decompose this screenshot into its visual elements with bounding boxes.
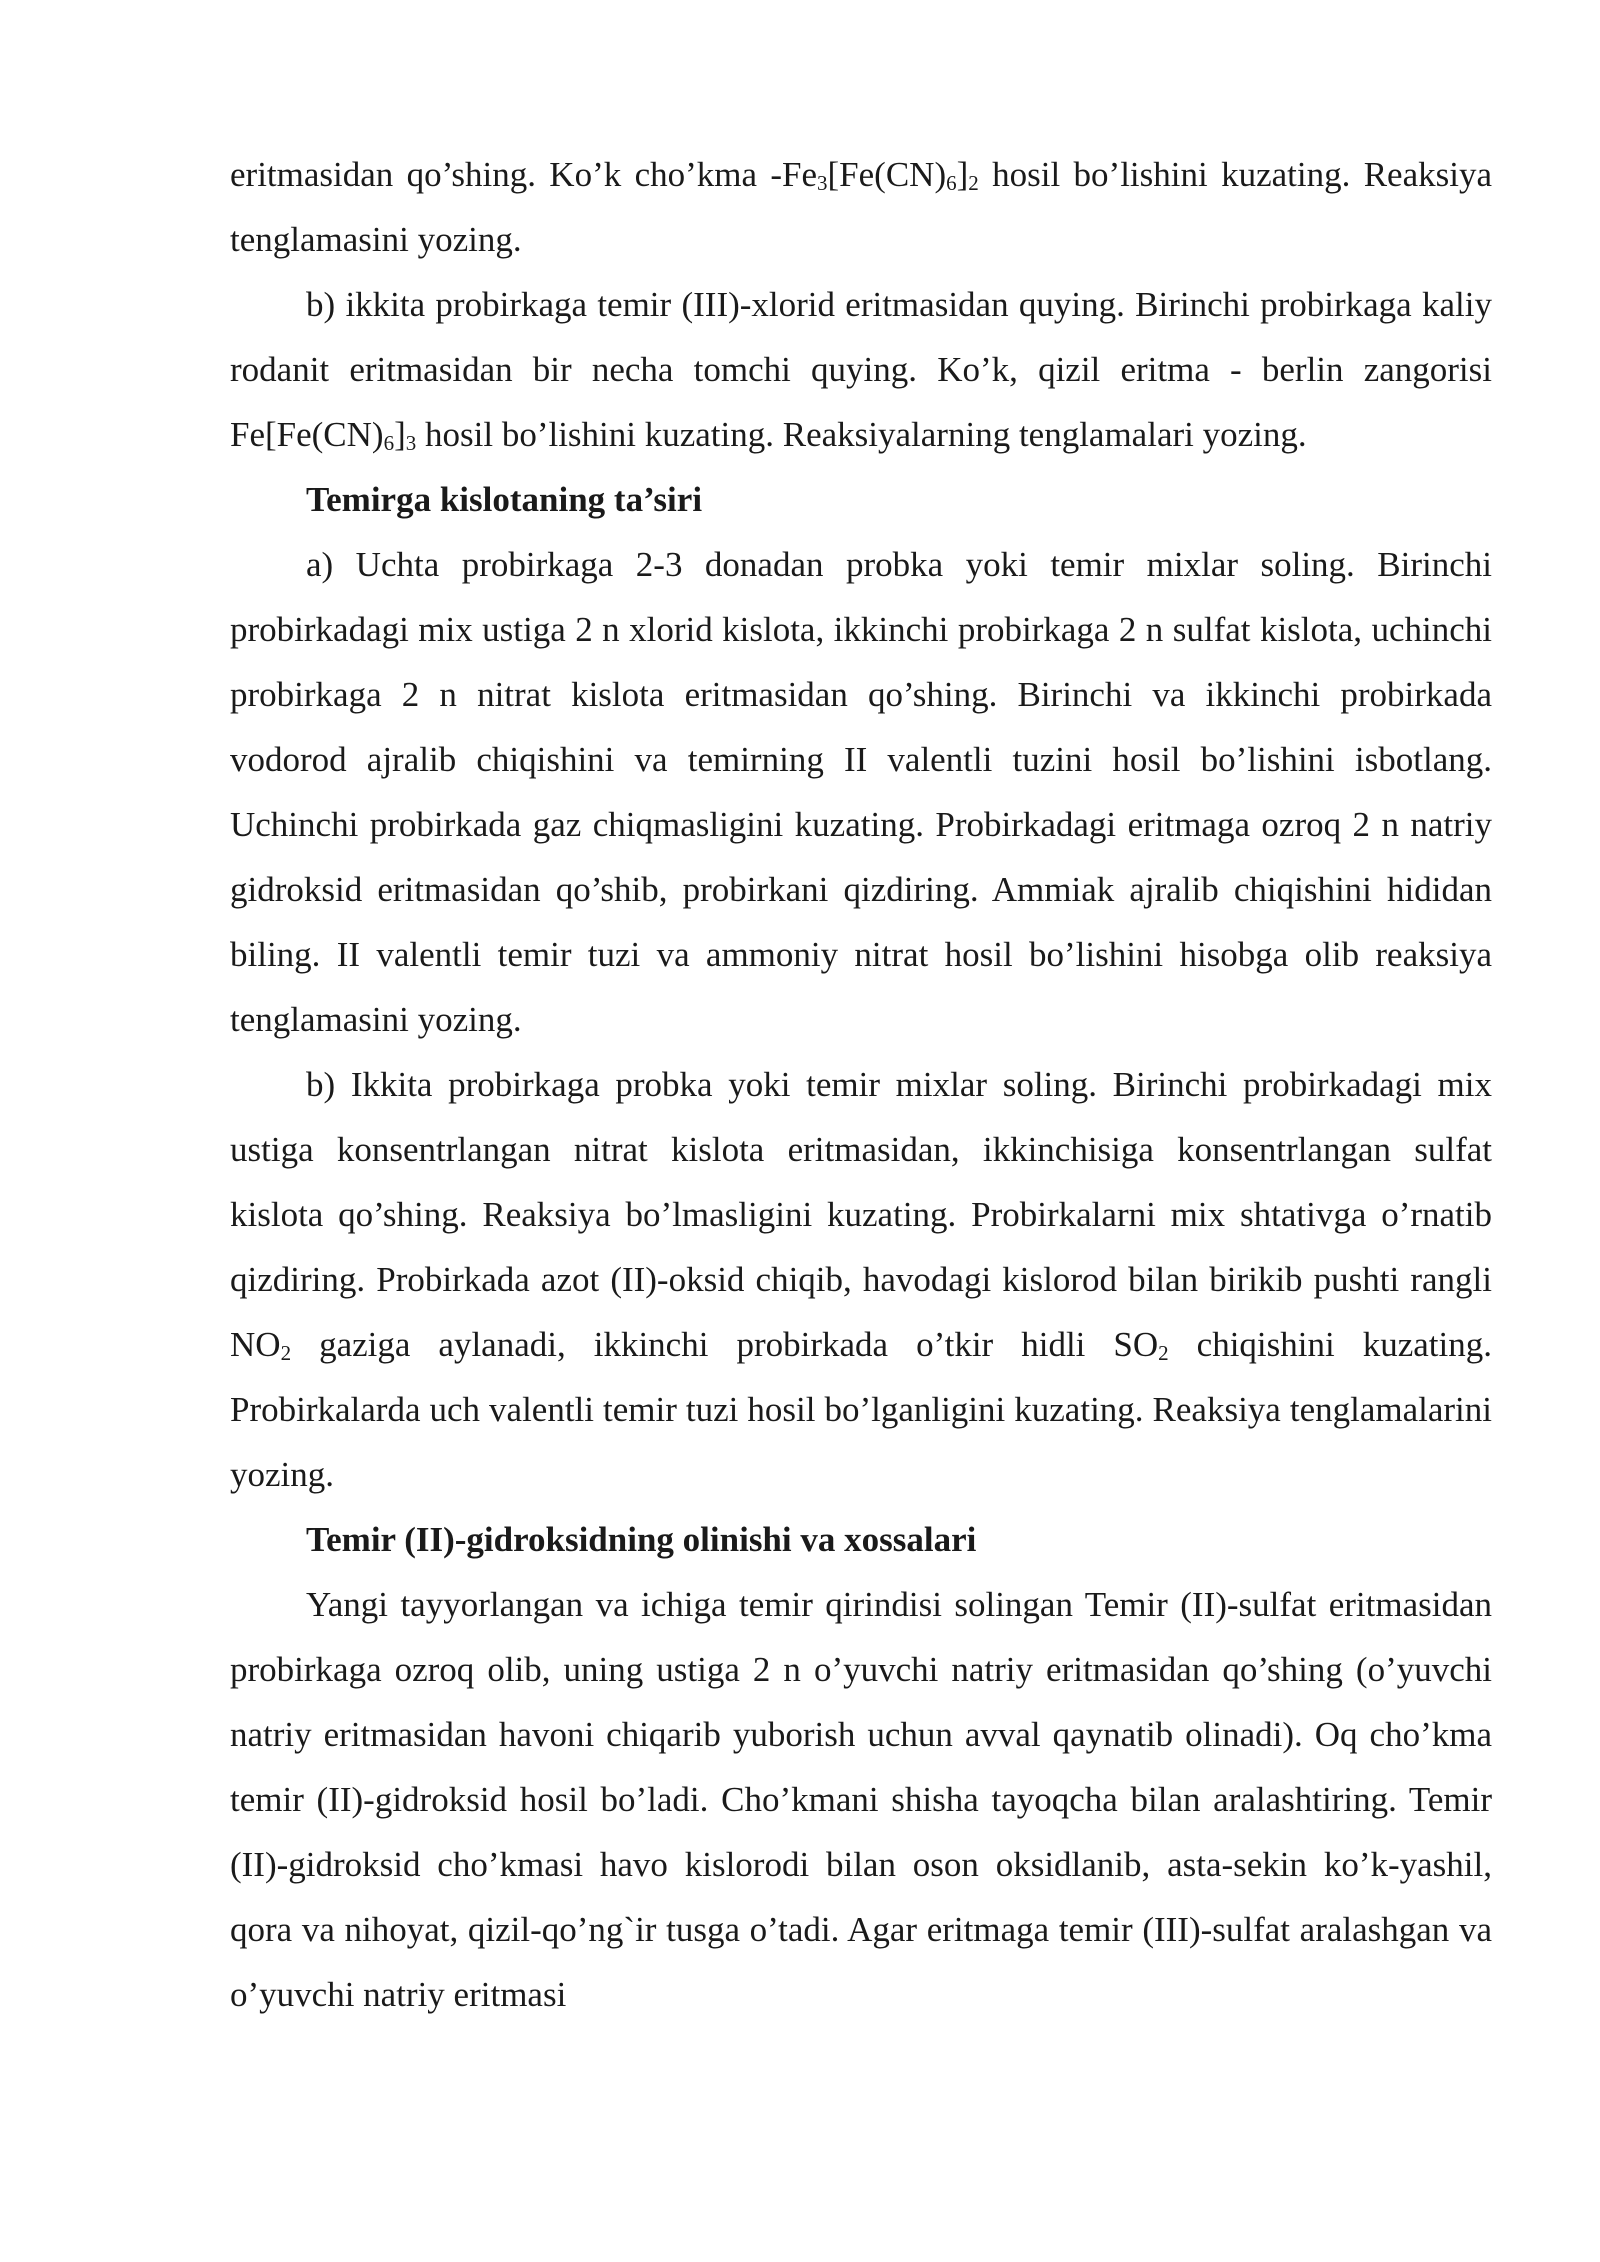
subscript: 2 — [968, 170, 979, 195]
paragraph-1 — [230, 142, 1492, 272]
subscript: 2 — [1158, 1340, 1169, 1365]
subscript: 6 — [946, 170, 957, 195]
text: b) ikkita probirkaga temir (III)-xlorid eritmasidan quying. Birinchi probirkaga kaliy rodanit eritmasidan bir necha tomchi quying. Ko’k, qizil eritma - berlin zangorisi Fe[Fe(CN) — [230, 285, 1492, 454]
paragraph-5: Yangi tayyorlangan va ichiga temir qirindisi solingan Temir (II)-sulfat eritmasidan probirkaga ozroq olib, uning ustiga 2 n o’yuvchi natriy eritmasidan qo’shing (o’yuvchi natriy eritmasidan havoni chiqarib yuborish uchun avval qaynatib olinadi). Oq cho’kma temir (II)-gidroksid hosil bo’ladi. Cho’kmani shisha tayoqcha bilan aralashtiring. Temir (II)-gidroksid cho’kmasi havo kislorodi bilan oson oksidlanib, asta-sekin ko’k-yashil, qora va nihoyat, qizil-qo’ng`ir tusga o’tadi. Agar eritmaga temir (III)-sulfat aralashgan va o’yuvchi natriy eritmasi — [230, 1585, 1492, 2014]
text: chiqishini kuzating. Probirkalarda uch valentli temir tuzi hosil bo’lganligini kuzating. Reaksiya tenglamalarini yozing. — [230, 1325, 1493, 1494]
text: b) Ikkita probirkaga probka yoki temir mixlar soling. Birinchi probirkadagi mix ustiga konsentrlangan nitrat kislota eritmasidan, ikkinchisiga konsentrlangan sulfat kislota qo’shing. Reaksiya bo’lmasligini kuzating. Probirkalarni mix shtativga o’rnatib qizdiring. Probirkada azot (II)-oksid chiqib, havodagi kislorod bilan birikib pushti rangli NO — [230, 1065, 1492, 1364]
text: hosil bo’lishini kuzating. Reaksiya tenglamasini yozing. — [230, 155, 1492, 259]
text: eritmasidan qo’shing. Ko’k cho’kma -Fe — [230, 155, 818, 194]
subscript: 2 — [280, 1340, 292, 1365]
text: [Fe(CN) — [827, 155, 947, 194]
subscript: 3 — [817, 170, 828, 195]
document-page — [230, 142, 1492, 2027]
subscript: 6 — [383, 430, 395, 455]
text: ] — [956, 155, 969, 194]
subscript: 3 — [405, 430, 417, 455]
section-heading-acid: Temirga kislotaning ta’siri — [306, 480, 703, 519]
text: hosil bo’lishini kuzating. Reaksiyalarning tenglamalari yozing. — [416, 415, 1307, 454]
section-heading-hydroxide: Temir (II)-gidroksidning olinishi va xossalari — [306, 1520, 977, 1559]
text: gaziga aylanadi, ikkinchi probirkada o’tkir hidli SO — [291, 1325, 1159, 1364]
paragraph-4 — [230, 1052, 1492, 1507]
paragraph-2 — [230, 272, 1492, 467]
paragraph-3: a) Uchta probirkaga 2-3 donadan probka yoki temir mixlar soling. Birinchi probirkadagi mix ustiga 2 n xlorid kislota, ikkinchi probirkaga 2 n sulfat kislota, uchinchi probirkaga 2 n nitrat kislota eritmasidan qo’shing. Birinchi va ikkinchi probirkada vodorod ajralib chiqishini va temirning II valentli tuzini hosil bo’lishini isbotlang. Uchinchi probirkada gaz chiqmasligini kuzating. Probirkadagi eritmaga ozroq 2 n natriy gidroksid eritmasidan qo’shib, probirkani qizdiring. Ammiak ajralib chiqishini hididan biling. II valentli temir tuzi va ammoniy nitrat hosil bo’lishini hisobga olib reaksiya tenglamasini yozing. — [230, 545, 1492, 1039]
text: ] — [394, 415, 406, 454]
